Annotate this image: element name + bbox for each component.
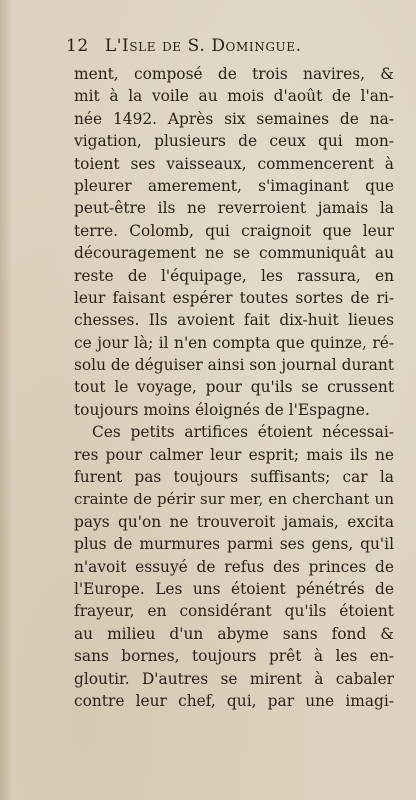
- text-line: chesses. Ils avoient fait dix-huit lieues: [74, 311, 394, 330]
- text-line: toient ses vaisseaux, commencerent à: [74, 154, 394, 173]
- text-line: pays qu'on ne trouveroit jamais, excita: [74, 512, 394, 531]
- text-line: toujours moins éloignés de l'Espagne.: [74, 400, 370, 419]
- text-line: l'Europe. Les uns étoient pénétrés de: [74, 579, 394, 598]
- text-line: au milieu d'un abyme sans fond &: [74, 624, 394, 643]
- text-line: mit à la voile au mois d'août de l'an-: [74, 87, 394, 106]
- text-line: découragement ne se communiquât au: [74, 244, 394, 263]
- text-line: reste de l'équipage, les rassura, en: [74, 266, 394, 285]
- text-line: terre. Colomb, qui craignoit que leur: [74, 221, 394, 240]
- text-line: Ces petits artifices étoient nécessai-: [92, 423, 394, 442]
- running-title: L'Isle de S. Domingue.: [104, 36, 302, 56]
- text-line: solu de déguiser ainsi son journal durant: [74, 356, 394, 375]
- page-header: [66, 36, 396, 64]
- text-line: n'avoit essuyé de refus des princes de: [74, 557, 394, 576]
- text-line: furent pas toujours suffisants; car la: [74, 468, 394, 487]
- text-line: gloutir. D'autres se mirent à cabaler: [74, 669, 394, 688]
- text-line: peut-être ils ne reverroient jamais la: [74, 199, 394, 218]
- text-line: leur faisant espérer toutes sortes de ri-: [74, 288, 394, 307]
- page-number: 12: [66, 36, 89, 56]
- text-line: sans bornes, toujours prêt à les en-: [74, 647, 394, 666]
- text-line: plus de murmures parmi ses gens, qu'il: [74, 535, 394, 554]
- text-line: vigation, plusieurs de ceux qui mon-: [74, 132, 394, 151]
- text-line: frayeur, en considérant qu'ils étoient: [74, 602, 394, 621]
- body-text: [74, 63, 394, 712]
- text-line: ment, composé de trois navires, &: [74, 65, 394, 83]
- text-line: crainte de périr sur mer, en cherchant un: [74, 490, 394, 509]
- text-line: ce jour là; il n'en compta que quinze, ré-: [74, 333, 394, 352]
- text-line: res pour calmer leur esprit; mais ils ne: [74, 445, 394, 464]
- text-line: pleurer amerement, s'imaginant que: [74, 176, 394, 195]
- text-line: née 1492. Après six semaines de na-: [74, 109, 394, 128]
- text-line: tout le voyage, pour qu'ils se crussent: [74, 378, 394, 397]
- text-line: contre leur chef, qui, par une imagi-: [74, 691, 394, 710]
